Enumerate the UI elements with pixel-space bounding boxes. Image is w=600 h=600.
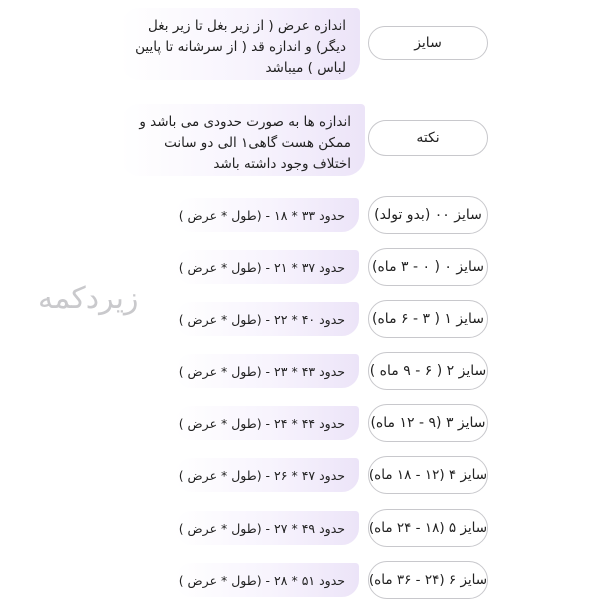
size-label-pill: سایز ۴ (۱۲ - ۱۸ ماه) <box>368 456 488 494</box>
size-label-pill: سایز ۲ ( ۶ - ۹ ماه ) <box>368 352 488 390</box>
measurement-bubble: حدود ۴۳ * ۲۳ - (طول * عرض ) <box>175 354 359 388</box>
size-label-pill: سایز ۳ (۹ - ۱۲ ماه) <box>368 404 488 442</box>
measurement-bubble: حدود ۴۷ * ۲۶ - (طول * عرض ) <box>175 458 359 492</box>
size-label-pill: سایز ۵ (۱۸ - ۲۴ ماه) <box>368 509 488 547</box>
measurement-bubble: حدود ۴۹ * ۲۷ - (طول * عرض ) <box>175 511 359 545</box>
size-label-pill: سایز ۱ ( ۳ - ۶ ماه) <box>368 300 488 338</box>
row-label-pill: سایز <box>368 26 488 60</box>
measurement-bubble: حدود ۴۰ * ۲۲ - (طول * عرض ) <box>175 302 359 336</box>
info-bubble: اندازه عرض ( از زیر بغل تا زیر بغل دیگر) و اندازه قد ( از سرشانه تا پایین لباس ) میباشد <box>120 8 360 80</box>
row-label-pill: نکته <box>368 120 488 156</box>
info-bubble: اندازه ها به صورت حدودی می باشد و ممکن هست گاهی۱ الی دو سانت اختلاف وجود داشته باشد <box>120 104 365 176</box>
measurement-bubble: حدود ۴۴ * ۲۴ - (طول * عرض ) <box>175 406 359 440</box>
size-label-pill: سایز ۰۰ (بدو تولد) <box>368 196 488 234</box>
measurement-bubble: حدود ۵۱ * ۲۸ - (طول * عرض ) <box>175 563 359 597</box>
size-label-pill: سایز ۶ (۲۴ - ۳۶ ماه) <box>368 561 488 599</box>
size-label-pill: سایز ۰ ( ۰ - ۳ ماه) <box>368 248 488 286</box>
watermark-text: زیردکمه <box>38 281 139 316</box>
measurement-bubble: حدود ۳۳ * ۱۸ - (طول * عرض ) <box>175 198 359 232</box>
measurement-bubble: حدود ۳۷ * ۲۱ - (طول * عرض ) <box>175 250 359 284</box>
